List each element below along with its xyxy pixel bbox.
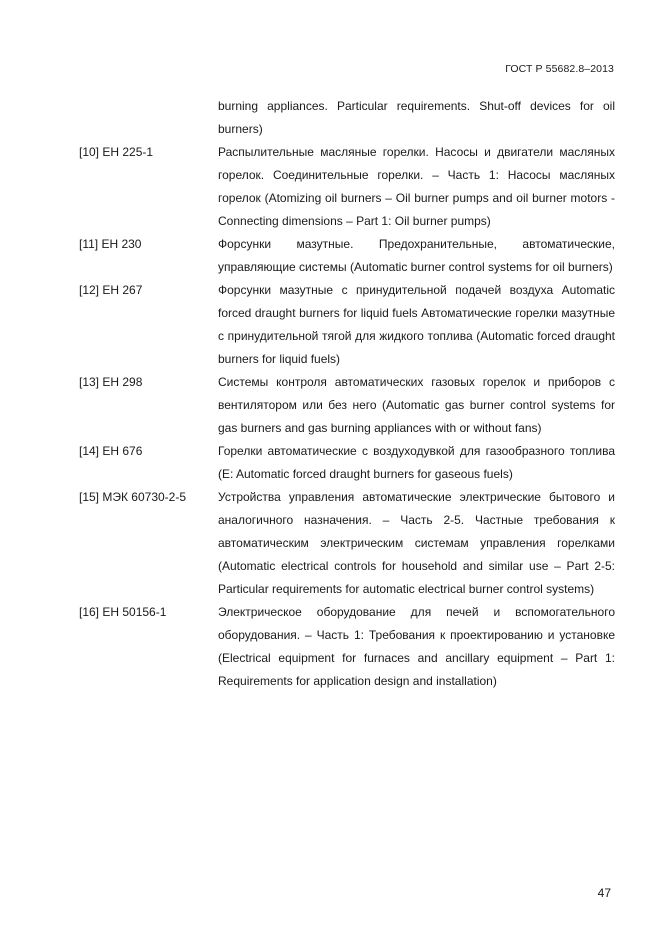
page-number: 47 — [597, 886, 611, 900]
reference-number: [11] EH 230 — [79, 237, 142, 251]
reference-number: [12] EH 267 — [79, 283, 143, 297]
reference-number: [10] EH 225-1 — [79, 145, 154, 159]
reference-entry — [79, 279, 615, 371]
bibliography-list — [79, 95, 615, 693]
reference-number: [13] EH 298 — [79, 375, 143, 389]
reference-entry — [79, 440, 615, 486]
reference-entry — [79, 371, 615, 440]
reference-number: [16] EH 50156-1 — [79, 605, 167, 619]
reference-entry — [79, 233, 615, 279]
reference-text: Системы контроля автоматических газовых горелок и приборов с вентилятором или без него (Automatic gas burner control systems for gas burners and gas burning appliances with or without fans) — [218, 375, 615, 435]
page-header-standard: ГОСТ Р 55682.8–2013 — [505, 63, 614, 75]
reference-number: [14] EH 676 — [79, 444, 143, 458]
reference-text: Устройства управления автоматические электрические бытового и аналогичного назначения. – Часть 2-5. Частные требования к автоматическим электрическим системам управления горелками (Automatic electrical controls for household and similar use – Part 2-5: Particular requirements for automatic electrical burner control systems) — [218, 490, 615, 596]
reference-text: Распылительные масляные горелки. Насосы и двигатели масляных горелок. Соединительные горелки. – Часть 1: Насосы масляных горелок (Atomizing oil burners – Oil burner pumps and oil burner motors - Connecting dimensions – Part 1: Oil burner pumps) — [218, 145, 615, 228]
reference-continuation-text: burning appliances. Particular requirements. Shut-off devices for oil burners) — [218, 99, 615, 136]
reference-text: Форсунки мазутные. Предохранительные, автоматические, управляющие системы (Automatic burner control systems for oil burners) — [218, 237, 615, 274]
reference-entry — [79, 141, 615, 233]
continuation-row — [79, 95, 615, 141]
reference-number: [15] МЭК 60730-2-5 — [79, 490, 187, 504]
reference-text: Горелки автоматические с воздуходувкой для газообразного топлива (E: Automatic forced draught burners for gaseous fuels) — [218, 444, 615, 481]
reference-entry — [79, 601, 615, 693]
reference-text: Электрическое оборудование для печей и вспомогательного оборудования. – Часть 1: Требования к проектированию и установке (Electrical equipment for furnaces and ancillary equipment – Part 1: Requirements for application design and installation) — [218, 605, 615, 688]
reference-text: Форсунки мазутные с принудительной подачей воздуха Automatic forced draught burners for liquid fuels Автоматические горелки мазутные с принудительной тягой для жидкого топлива (Automatic forced draught burners for liquid fuels) — [218, 283, 615, 366]
reference-entry — [79, 486, 615, 601]
